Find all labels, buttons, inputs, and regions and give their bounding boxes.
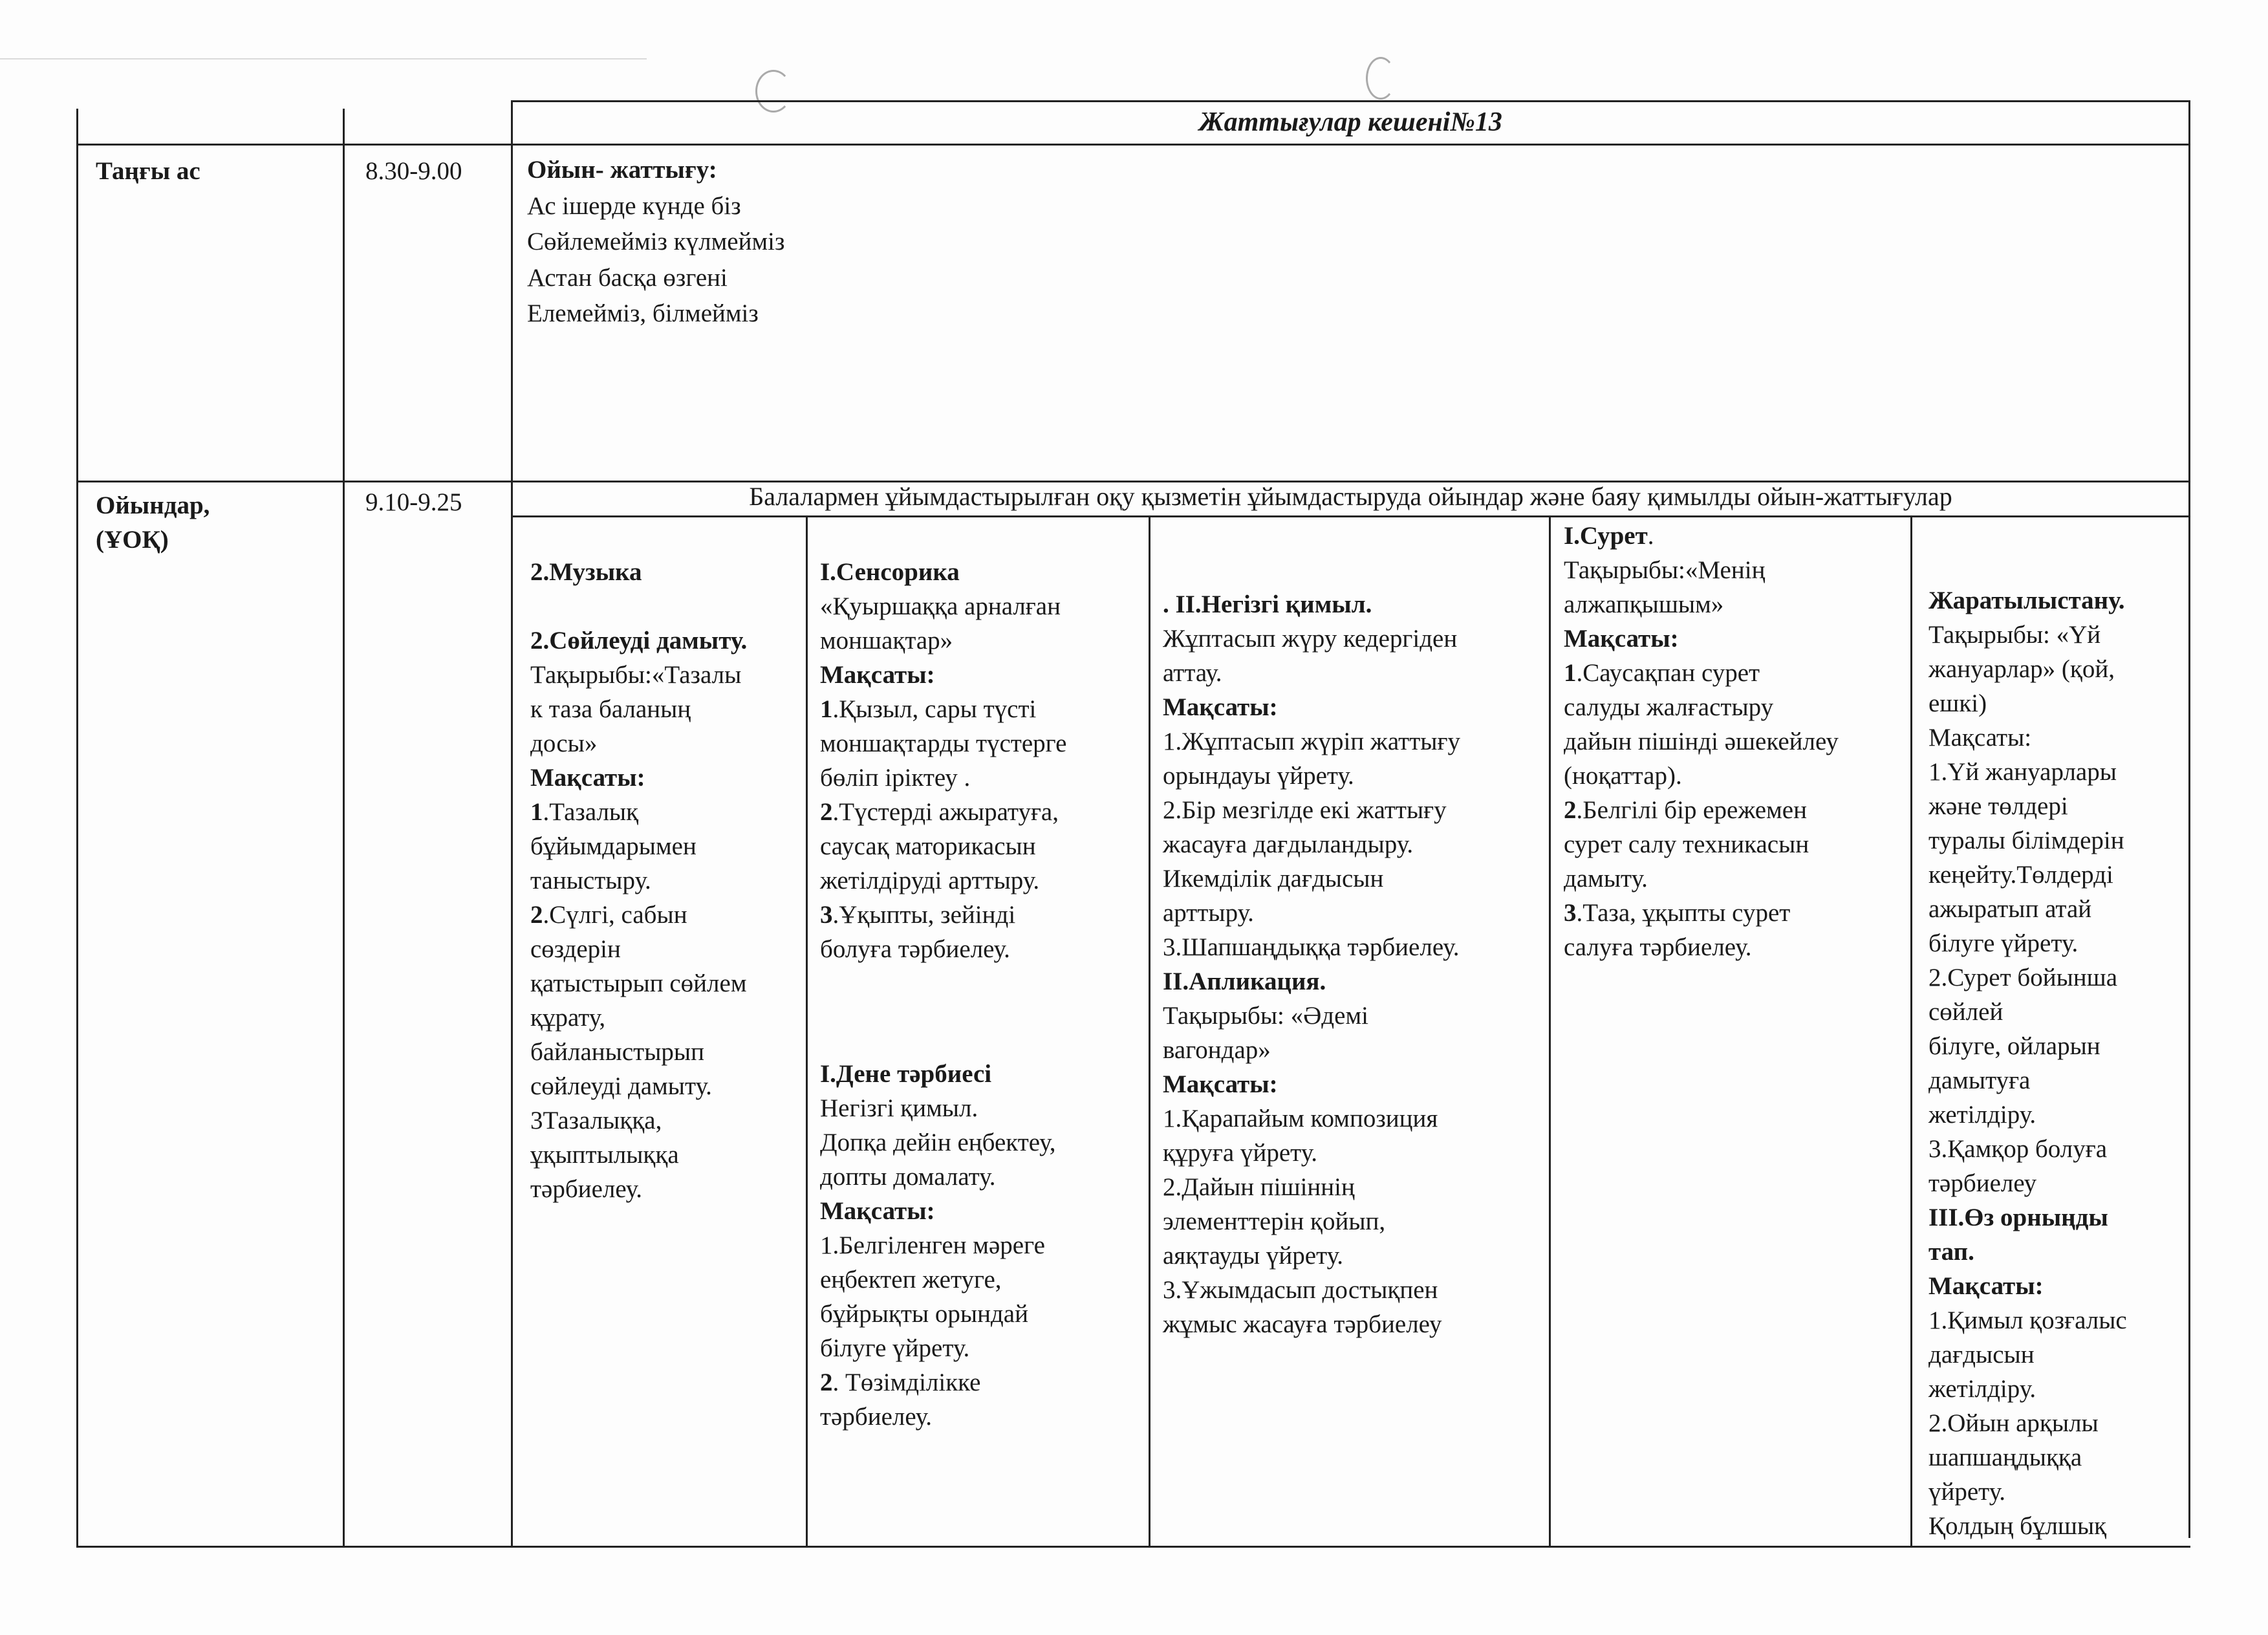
goal-item: 3.Таза, ұқыпты сурет салуға тәрбиелеу.	[1564, 899, 1791, 961]
subject-text: Негізгі қимыл. Допқа дейін еңбектеу, допты домалату.	[820, 1094, 1056, 1191]
subject-text: Тақырыбы: «Әдемі вагондар»	[1163, 1002, 1368, 1064]
goal-item: 2.Сүлгі, сабын сөздерін қатыстырып сөйлем құрату, байланыстырып сөйлеуді дамыту. 3Тазалыққа, ұқыптылыққа тәрбиелеу.	[530, 901, 747, 1203]
grid-line	[511, 100, 513, 1548]
goal-item: 1.Белгіленген мәреге еңбектеп жетуге, бұйрықты орындай білуге үйрету.	[820, 1231, 1045, 1362]
day-column-4	[1564, 519, 1910, 964]
day-column-5	[1928, 583, 2187, 1543]
grid-line	[2188, 100, 2190, 1538]
goal-item: 1.Саусақпан сурет салуды жалғастыру дайын пішінді әшекейлеу (ноқаттар).	[1564, 659, 1839, 790]
activity-line: Сөйлемейміз күлмейміз	[527, 228, 785, 255]
goal-item: 1.Тазалық бұйымдарымен таныстыру.	[530, 798, 697, 894]
goal-item: 2. Төзімділікке тәрбиелеу.	[820, 1369, 981, 1431]
goal-label: Мақсаты:	[1928, 1272, 2044, 1300]
grid-line	[76, 1546, 2190, 1548]
goal-label: Мақсаты:	[820, 1197, 935, 1225]
grid-line	[1910, 515, 1912, 1548]
row-name-games: Ойындар, (ҰОҚ)	[96, 492, 210, 554]
activity-line: Ас ішерде күнде біз	[527, 192, 741, 220]
subject-heading: 2.Музыка	[530, 558, 642, 586]
subject-heading: І.Сурет.	[1564, 522, 1654, 550]
grid-line	[806, 515, 808, 1548]
goal-items: 1.Қарапайым композиция құруға үйрету. 2.Дайын пішіннің элементтерін қойып, аяқтауды үйрету. 3.Ұжымдасып достықпен жұмыс жасауға тәрбиелеу	[1163, 1105, 1442, 1338]
goal-item: 2.Белгілі бір ережемен сурет салу техникасын дамыту.	[1564, 796, 1809, 893]
activity-line: Астан басқа өзгені	[527, 264, 728, 292]
activity-line: Елемейміз, білмейміз	[527, 299, 759, 327]
goal-items: 1.Жұптасып жүріп жаттығу орындауы үйрету. 2.Бір мезгілде екі жаттығу жасауға дағдыландыру. Икемділік дағдысын арттыру. 3.Шапшаңдыққа тәрбиелеу.	[1163, 728, 1460, 961]
grid-line	[343, 109, 345, 1548]
scan-edge-top	[0, 58, 647, 60]
complex-title: Жаттығулар кешені№13	[1199, 107, 1502, 137]
goal-label: Мақсаты:	[820, 661, 935, 689]
grid-line	[1549, 515, 1551, 1548]
goal-item: 3.Ұқыпты, зейінді болуға тәрбиелеу.	[820, 901, 1016, 963]
punch-hole-mark-right	[1366, 57, 1396, 100]
day-column-3	[1163, 587, 1548, 1341]
subject-heading: І.Дене тәрбиесі	[820, 1060, 992, 1088]
spacer	[820, 966, 1147, 1057]
goal-item: 2.Түстерді ажыратуға, саусақ маторикасын жетілдіруді арттыру.	[820, 798, 1059, 894]
row-time-games: 9.10-9.25	[365, 488, 462, 516]
spacer	[530, 589, 802, 623]
goal-label: Мақсаты:	[1163, 693, 1278, 721]
goal-label: Мақсаты:	[530, 764, 645, 792]
goal-item: 1.Қызыл, сары түсті моншақтарды түстерге бөліп іріктеу .	[820, 695, 1067, 792]
day-column-1	[530, 555, 802, 1206]
grid-line	[511, 515, 2190, 517]
subject-text: Тақырыбы: «Үй жануарлар» (қой, ешкі) Мақсаты: 1.Үй жануарлары және төлдері туралы білімдерін кеңейту.Төлдерді ажыратып атай білуге үйрету. 2.Сурет бойынша сөйлей білуге, ойларын дамытуға жетілдіру. 3.Қамқор болуға тәрбиелеу	[1928, 621, 2124, 1197]
row-name-breakfast: Таңғы ас	[96, 157, 200, 185]
subject-heading: ІІІ.Өз орныңды тап.	[1928, 1204, 2108, 1266]
subject-heading: . ІІ.Негізгі қимыл.	[1163, 590, 1372, 618]
subject-text: Тақырыбы:«Менің алжапқышым»	[1564, 556, 1766, 618]
row-time-breakfast: 8.30-9.00	[365, 157, 462, 185]
games-banner: Балалармен ұйымдастырылған оқу қызметін ұйымдастыруда ойындар және баяу қимылды ойын-жаттығулар	[749, 482, 1952, 511]
day-column-2	[820, 555, 1147, 1434]
grid-line	[1149, 515, 1150, 1548]
subject-heading: Жаратылыстану.	[1928, 587, 2125, 614]
goal-label: Мақсаты:	[1163, 1070, 1278, 1098]
grid-line	[76, 144, 2190, 146]
subject-heading: ІІ.Апликация.	[1163, 968, 1326, 995]
subject-text: «Қуыршаққа арналған моншақтар»	[820, 592, 1061, 655]
subject-heading: 2.Сөйлеуді дамыту.	[530, 627, 748, 655]
goal-items: 1.Қимыл қозғалыс дағдысын жетілдіру. 2.Ойын арқылы шапшаңдыққа үйрету. Қолдың бұлшық	[1928, 1306, 2127, 1540]
activity-title: Ойын- жаттығу:	[527, 156, 717, 184]
subject-text: Жұптасып жүру кедергіден аттау.	[1163, 625, 1458, 687]
grid-line	[511, 100, 2190, 102]
grid-line	[76, 109, 78, 1548]
subject-heading: І.Сенсорика	[820, 558, 960, 586]
goal-label: Мақсаты:	[1564, 625, 1679, 653]
subject-text: Тақырыбы:«Тазалы к таза баланың досы»	[530, 661, 742, 757]
